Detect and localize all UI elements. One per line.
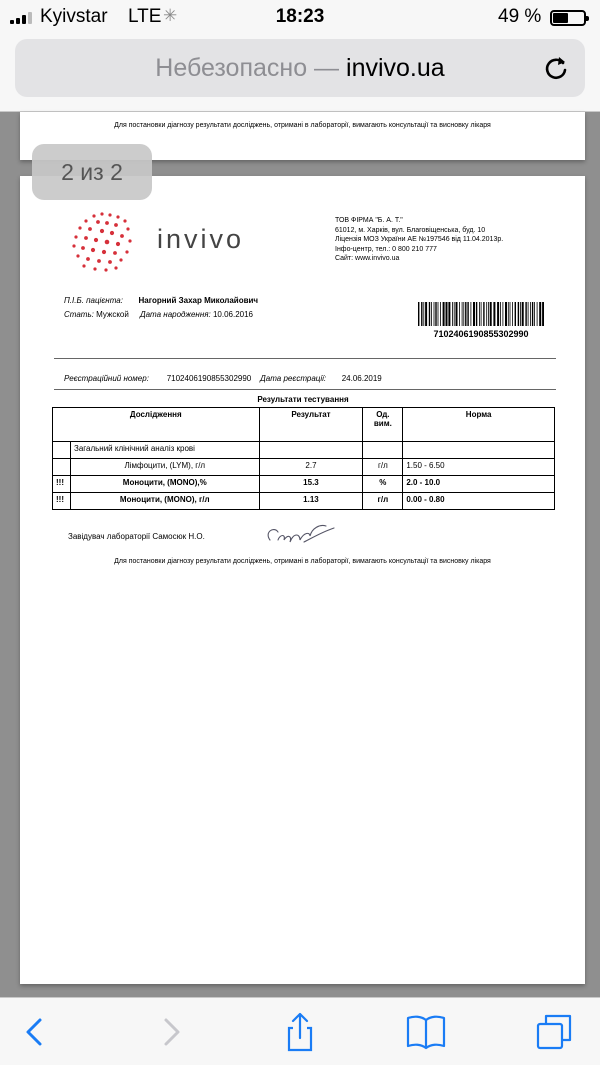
divider <box>54 358 556 359</box>
page2-footnote: Для постановки діагнозу результати досліджень, отримані в лабораторії, вимагають консультації та висновку лікаря <box>114 558 491 565</box>
forward-button[interactable] <box>150 1012 190 1052</box>
company-address: 61012, м. Харків, вул. Благовіщенська, буд. 10 <box>335 226 486 234</box>
signer: Завідувач лабораторії Самосюк Н.О. <box>68 532 205 541</box>
barcode-icon <box>418 302 544 326</box>
clock: 18:23 <box>275 6 325 27</box>
sex-label: Стать: <box>64 310 94 319</box>
row-flag <box>53 459 71 476</box>
header-norm: Норма <box>403 408 555 442</box>
row-result: 1.13 <box>259 493 363 510</box>
sex-value: Мужской <box>96 310 129 319</box>
header-result: Результат <box>259 408 363 442</box>
row-unit: г/л <box>363 459 403 476</box>
tabs-button[interactable] <box>534 1012 574 1052</box>
table-row <box>53 442 555 459</box>
patient-info <box>64 294 258 322</box>
row-norm: 1.50 - 6.50 <box>403 459 555 476</box>
divider <box>54 389 556 390</box>
registration-info <box>64 374 382 383</box>
back-button[interactable] <box>16 1012 56 1052</box>
registration-date-label: Дата реєстрації: <box>260 374 327 383</box>
row-test: Лімфоцити, (LYM), г/л <box>70 459 259 476</box>
row-test: Моноцити, (MONO), г/л <box>70 493 259 510</box>
table-row <box>53 493 555 510</box>
row-result: 2.7 <box>259 459 363 476</box>
row-norm: 2.0 - 10.0 <box>403 476 555 493</box>
dob-value: 10.06.2016 <box>212 310 254 319</box>
row-unit: г/л <box>363 493 403 510</box>
invivo-logo-text: invivo <box>157 224 245 254</box>
registration-number: 7102406190855302990 <box>166 374 252 383</box>
signature-icon <box>260 520 340 550</box>
row-unit: % <box>363 476 403 493</box>
row-result: 15.3 <box>259 476 363 493</box>
invivo-logo-icon <box>64 208 154 278</box>
registration-date: 24.06.2019 <box>341 374 382 383</box>
reload-icon[interactable] <box>541 53 571 83</box>
network-type: LTE <box>128 6 162 27</box>
company-phone: Інфо-центр, тел.: 0 800 210 777 <box>335 245 437 253</box>
group-label: Загальний клінічний аналіз крові <box>70 442 259 459</box>
page-indicator: 2 из 2 <box>32 144 152 200</box>
barcode-number: 7102406190855302990 <box>433 329 529 339</box>
share-button[interactable] <box>280 1012 320 1052</box>
pdf-page-2 <box>20 176 585 984</box>
row-test: Моноцити, (MONO),% <box>70 476 259 493</box>
table-row <box>53 459 555 476</box>
carrier-name: Kyivstar <box>40 6 108 27</box>
insecure-label: Небезопасно — <box>155 54 340 82</box>
browser-toolbar <box>0 997 600 1065</box>
bookmarks-button[interactable] <box>406 1012 446 1052</box>
browser-header <box>0 36 600 112</box>
company-name: ТОВ ФІРМА "Б. А. Т." <box>335 217 403 224</box>
status-bar <box>0 0 600 36</box>
dob-label: Дата народження: <box>139 310 211 319</box>
results-table <box>52 407 555 510</box>
page1-footnote: Для постановки діагнозу результати досліджень, отримані в лабораторії, вимагають консультації та висновку лікаря <box>114 122 491 129</box>
row-flag: !!! <box>53 476 71 493</box>
results-title: Результати тестування <box>257 395 349 404</box>
patient-name: Нагорний Захар Миколайович <box>138 296 259 305</box>
address-bar[interactable] <box>15 39 585 97</box>
header-unit: Од. вим. <box>363 408 403 442</box>
row-norm: 0.00 - 0.80 <box>403 493 555 510</box>
patient-name-label: П.І.Б. пацієнта: <box>64 296 123 305</box>
company-license: Ліцензія МОЗ України АЕ №197546 від 11.04.2013р. <box>335 236 504 243</box>
battery-icon <box>550 10 586 26</box>
company-info <box>335 216 503 264</box>
row-flag: !!! <box>53 493 71 510</box>
battery-percentage: 49 % <box>498 6 542 27</box>
activity-spinner-icon: ✳ <box>163 6 178 25</box>
header-test: Дослідження <box>53 408 260 442</box>
url-host: invivo.ua <box>346 54 445 82</box>
table-row <box>53 476 555 493</box>
company-site: Сайт: www.invivo.ua <box>335 255 400 262</box>
address-text[interactable] <box>15 54 585 83</box>
registration-number-label: Реєстраційний номер: <box>64 374 149 383</box>
